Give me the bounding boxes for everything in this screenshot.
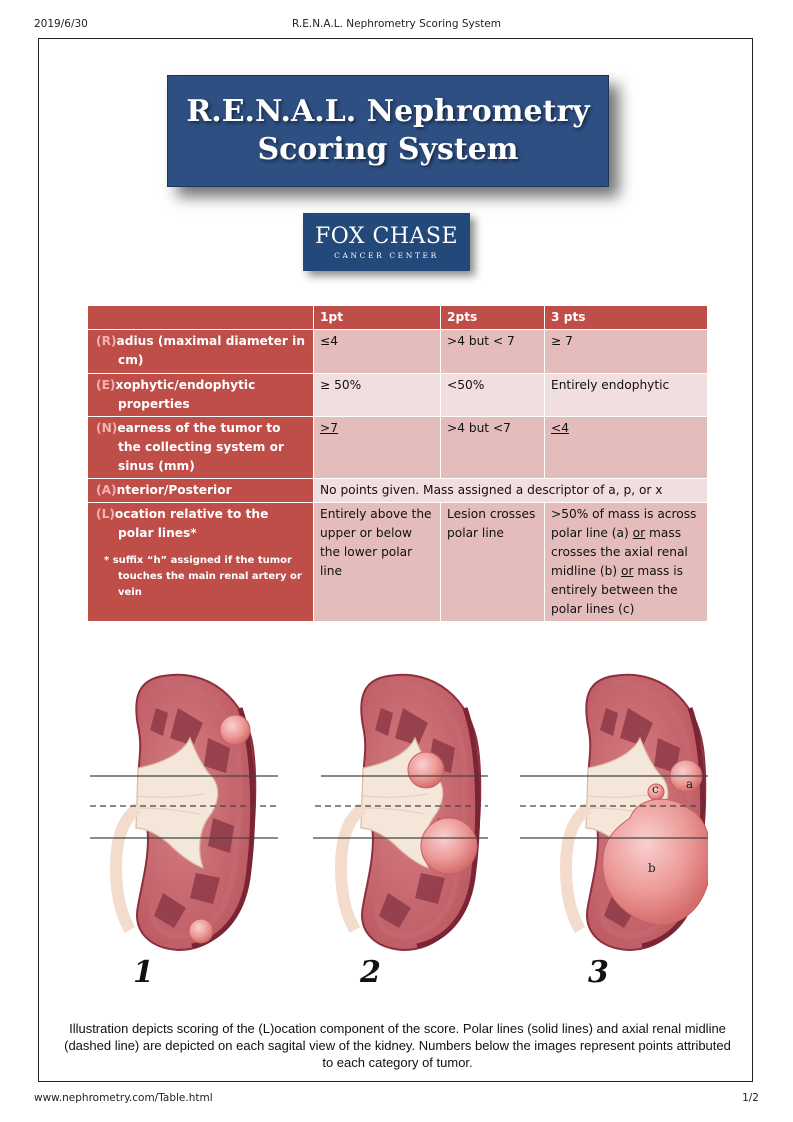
cell-radius-2pts: >4 but < 7 [441, 330, 545, 374]
banner-line-1: R.E.N.A.L. Nephrometry [186, 94, 590, 129]
figure-number-2: 2 [360, 955, 381, 990]
kidney-figure-2 [341, 675, 480, 950]
row-label-location: (L)ocation relative to the polar lines* * suffix “h” assigned if the tumor touches the main renal artery or vein [88, 503, 314, 622]
scoring-table [87, 305, 708, 622]
cell-location-2pts: Lesion crosses polar line [441, 503, 545, 622]
logo-main-text: FOX CHASE [314, 223, 459, 249]
cell-location-3pts: >50% of mass is across polar line (a) or mass crosses the axial renal midline (b) or mass is entirely between the polar lines (c) [545, 503, 708, 622]
title-banner [167, 75, 609, 187]
kidney-figure-3 [566, 675, 708, 950]
cell-exophytic-2pts: <50% [441, 374, 545, 417]
table-row [88, 374, 708, 417]
table-header-row [88, 306, 708, 330]
print-page-title: R.E.N.A.L. Nephrometry Scoring System [291, 18, 501, 30]
row-label-nearness: (N)earness of the tumor to the collecting system or sinus (mm) [88, 417, 314, 479]
print-date: 2019/6/30 [34, 18, 88, 30]
cell-radius-1pt: ≤4 [314, 330, 441, 374]
cell-radius-3pts: ≥ 7 [545, 330, 708, 374]
banner-line-2: Scoring System [257, 132, 519, 167]
cell-nearness-2pts: >4 but <7 [441, 417, 545, 479]
table-row [88, 503, 708, 622]
row-label-exophytic: (E)xophytic/endophytic properties [88, 374, 314, 417]
illustration-caption: Illustration depicts scoring of the (L)ocation component of the score. Polar lines (solid lines) and axial renal midline (dashed line) are depicted on each sagital view of the kidney. Numbers below the images represent points attributed to each category of tumor. [64, 1021, 731, 1070]
header-blank [88, 306, 314, 330]
header-1pt: 1pt [314, 306, 441, 330]
cell-location-1pt: Entirely above the upper or below the lower polar line [314, 503, 441, 622]
table-row [88, 479, 708, 503]
label-c: c [652, 782, 659, 796]
cell-exophytic-3pts: Entirely endophytic [545, 374, 708, 417]
header-3pts: 3 pts [545, 306, 708, 330]
logo-sub-text: CANCER CENTER [334, 250, 439, 260]
table-row [88, 417, 708, 479]
kidney-illustrations [88, 668, 708, 958]
row-label-radius: (R)adius (maximal diameter in cm) [88, 330, 314, 374]
hilar-suffix-note: * suffix “h” assigned if the tumor touches the main renal artery or vein [104, 555, 302, 598]
figure-number-1: 1 [133, 955, 154, 990]
label-b: b [648, 861, 656, 875]
header-2pts: 2pts [441, 306, 545, 330]
cell-exophytic-1pt: ≥ 50% [314, 374, 441, 417]
kidney-figure-1 [116, 675, 255, 950]
cell-anterior-merged: No points given. Mass assigned a descriptor of a, p, or x [314, 479, 708, 503]
print-page-number: 1/2 [742, 1092, 759, 1104]
fox-chase-logo [303, 213, 470, 271]
cell-nearness-3pts: <4 [545, 417, 708, 479]
cell-nearness-1pt: >7 [314, 417, 441, 479]
print-url: www.nephrometry.com/Table.html [34, 1092, 213, 1104]
table-row [88, 330, 708, 374]
row-label-anterior: (A)nterior/Posterior [88, 479, 314, 503]
label-a: a [686, 777, 694, 791]
figure-number-3: 3 [588, 955, 609, 990]
